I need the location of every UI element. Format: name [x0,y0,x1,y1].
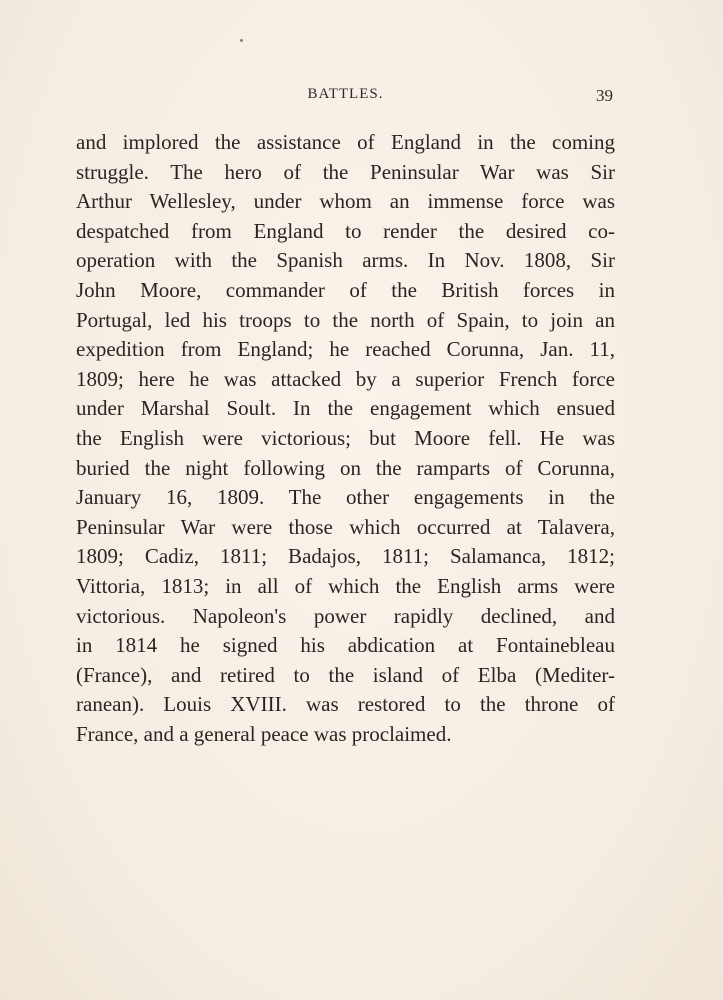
text-line: France, and a general peace was proclaimed. [76,721,452,746]
text-line: operation with the Spanish arms. In Nov. 1808, Sir [76,248,615,273]
text-line: buried the night following on the ramparts of Corunna, [76,455,615,480]
text-line: expedition from England; he reached Corunna, Jan. 11, [76,337,615,362]
text-line: (France), and retired to the island of Elba (Mediter- [76,662,615,687]
running-head: BATTLES. [307,86,384,102]
text-line: Vittoria, 1813; in all of which the English arms were [76,573,615,598]
body-paragraph [76,128,615,749]
text-line: Arthur Wellesley, under whom an immense force was [76,189,615,214]
page-header [76,86,615,108]
text-line: despatched from England to render the desired co- [76,218,615,243]
text-line: John Moore, commander of the British forces in [76,277,615,302]
text-line: January 16, 1809. The other engagements in the [76,485,615,510]
text-line: ranean). Louis XVIII. was restored to the throne of [76,692,615,717]
text-line: 1809; Cadiz, 1811; Badajos, 1811; Salamanca, 1812; [76,544,615,569]
text-line: under Marshal Soult. In the engagement which ensued [76,396,615,421]
text-line: Portugal, led his troops to the north of Spain, to join an [76,307,615,332]
text-line: in 1814 he signed his abdication at Fontainebleau [76,633,615,658]
text-line: and implored the assistance of England in the coming [76,130,615,154]
text-line: victorious. Napoleon's power rapidly declined, and [76,603,615,628]
text-line: 1809; here he was attacked by a superior French force [76,366,615,391]
page-number: 39 [596,86,613,105]
text-line: struggle. The hero of the Peninsular War was Sir [76,159,615,184]
text-line: Peninsular War were those which occurred at Talavera, [76,514,615,539]
text-line: the English were victorious; but Moore fell. He was [76,425,615,450]
ink-speck [240,39,243,42]
